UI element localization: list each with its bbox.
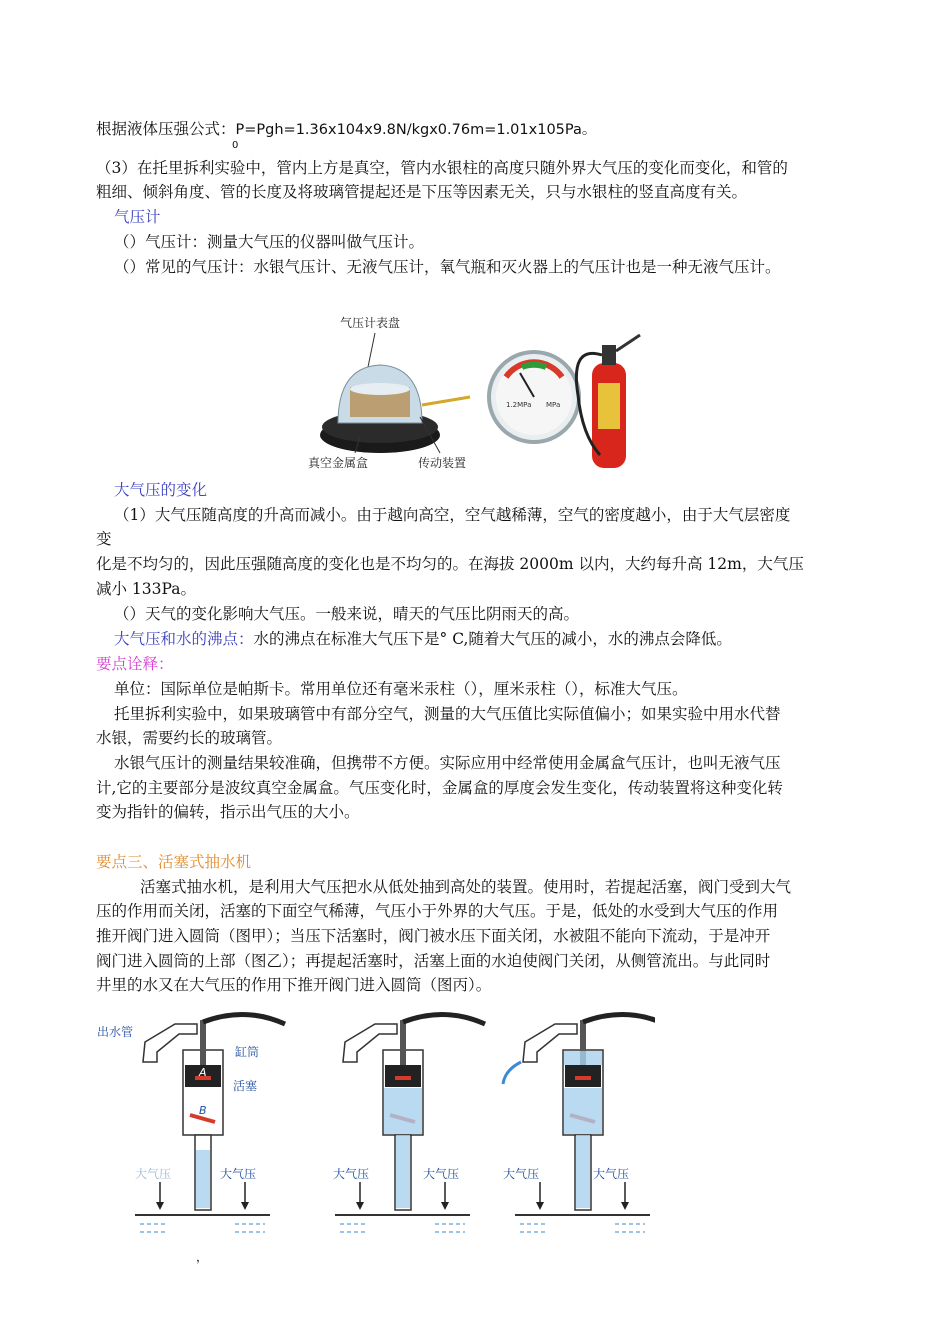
paragraph-3-line-2: 粗细、倾斜角度、管的长度及将玻璃管提起还是下压等因素无关，只与水银柱的竖直高度有关。 <box>96 183 748 201</box>
label-atm-3: 大气压 <box>333 1167 370 1181</box>
boiling-point-line <box>114 628 732 650</box>
key-points-line-6: 变为指针的偏转，指示出气压的大小。 <box>96 803 360 821</box>
label-atm-4: 大气压 <box>423 1167 460 1181</box>
label-cylinder: 缸筒 <box>235 1045 260 1059</box>
formula-subscript: 0 <box>232 140 239 151</box>
pump-stage-b <box>335 1014 485 1232</box>
pressure-change-heading: 大气压的变化 <box>114 481 208 499</box>
label-valve-b: B <box>199 1104 207 1117</box>
pump-heading: 要点三、活塞式抽水机 <box>96 853 252 871</box>
pump-line-2: 压的作用而关闭，活塞的下面空气稀薄，气压小于外界的大气压。于是，低处的水受到大气压的作用 <box>96 902 779 920</box>
barometer-heading: 气压计 <box>114 208 161 226</box>
bottom-mark: ， <box>196 1250 209 1264</box>
label-piston: 活塞 <box>233 1079 258 1093</box>
boiling-point-text: 水的沸点在标准大气压下是° C,随着大气压的减小，水的沸点会降低。 <box>253 630 732 648</box>
change-line-1: （1）大气压随高度的升高而减小。由于越向高空，空气越稀薄，空气的密度越小，由于大气层密度 <box>114 506 791 524</box>
gauge-right-label: MPa <box>546 401 561 409</box>
boiling-point-heading: 大气压和水的沸点： <box>114 630 254 648</box>
label-atm-5: 大气压 <box>503 1167 540 1181</box>
barometer-line-1: （）气压计：测量大气压的仪器叫做气压计。 <box>114 233 425 251</box>
formula-line <box>96 118 596 141</box>
barometer-figure <box>300 305 660 480</box>
key-points-heading: 要点诠释： <box>96 655 174 673</box>
gauge-left-label: 1.2MPa <box>506 401 532 409</box>
label-atm-2: 大气压 <box>220 1167 257 1181</box>
change-line-5: （）天气的变化影响大气压。一般来说，晴天的气压比阴雨天的高。 <box>114 605 580 623</box>
key-points-line-5: 计,它的主要部分是波纹真空金属盒。气压变化时，金属盒的厚度会发生变化，传动装置将这种变化转 <box>96 779 783 797</box>
pump-line-1: 活塞式抽水机，是利用大气压把水从低处抽到高处的装置。使用时，若提起活塞，阀门受到大气 <box>140 878 792 896</box>
label-transmission: 传动装置 <box>418 456 467 470</box>
key-points-line-4: 水银气压计的测量结果较准确，但携带不方便。实际应用中经常使用金属盒气压计，也叫无液气压 <box>114 754 781 772</box>
change-line-3: 化是不均匀的，因此压强随高度的变化也是不均匀的。在海拔 2000m 以内，大约每升高 12m，大气压 <box>96 555 804 573</box>
formula-prefix: 根据液体压强公式： <box>96 120 236 138</box>
barometer-line-2: （）常见的气压计：水银气压计、无液气压计，氧气瓶和灭火器上的气压计也是一种无液气压计。 <box>114 258 781 276</box>
pump-stage-a <box>135 1014 285 1232</box>
key-points-line-3: 水银，需要约长的玻璃管。 <box>96 729 283 747</box>
key-points-line-1: 单位：国际单位是帕斯卡。常用单位还有毫米汞柱（），厘米汞柱（），标准大气压。 <box>114 680 688 698</box>
label-atm-6: 大气压 <box>593 1167 630 1181</box>
label-valve-a: A <box>199 1066 207 1079</box>
pump-stage-c <box>503 1014 655 1232</box>
label-atm-1: 大气压 <box>135 1167 172 1181</box>
pump-line-3: 推开阀门进入圆筒（图甲）；当压下活塞时，阀门被水压下面关闭，水被阻不能向下流动，于是冲开 <box>96 927 771 945</box>
piston-pump-figure <box>95 1010 655 1240</box>
formula: P=Pgh=1.36x104x9.8N/kgx0.76m=1.01x105Pa。 <box>235 122 597 138</box>
label-outlet-pipe: 出水管 <box>97 1025 134 1039</box>
pump-line-5: 井里的水又在大气压的作用下推开阀门进入圆筒（图丙）。 <box>96 976 492 994</box>
label-dial: 气压计表盘 <box>340 316 401 330</box>
key-points-line-2: 托里拆利实验中，如果玻璃管中有部分空气，测量的大气压值比实际值偏小；如果实验中用水代替 <box>114 705 781 723</box>
paragraph-3-line-1: （3）在托里拆利实验中，管内上方是真空，管内水银柱的高度只随外界大气压的变化而变化，和管的 <box>96 159 788 177</box>
label-vacuum-box: 真空金属盒 <box>308 456 369 470</box>
pump-line-4: 阀门进入圆筒的上部（图乙）；再提起活塞时，活塞上面的水迫使阀门关闭，从侧管流出。与此同时 <box>96 952 771 970</box>
change-line-2: 变 <box>96 530 112 548</box>
change-line-4: 减小 133Pa。 <box>96 580 196 598</box>
